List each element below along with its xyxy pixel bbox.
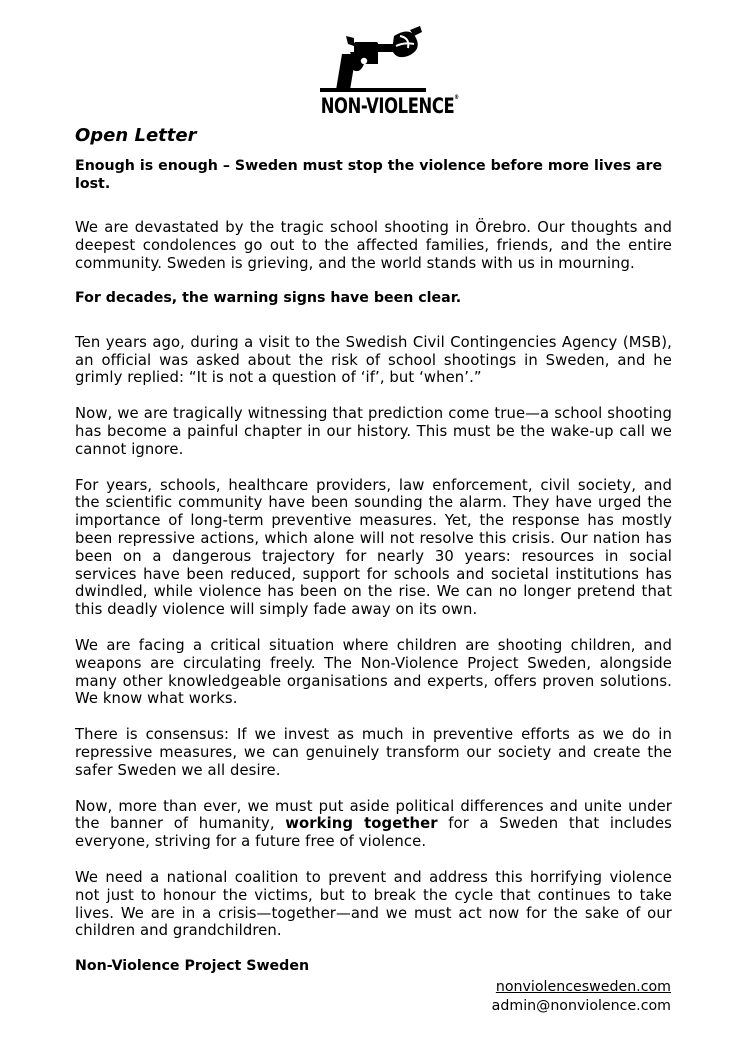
emphasis-working-together: working together	[285, 815, 438, 833]
logo-wordmark: NON-VIOLENCE®	[320, 94, 459, 118]
paragraph-7: Now, more than ever, we must put aside political differences and unite under the banner of humanity, working together for a Sweden that includes everyone, striving for a future free of violence.	[75, 797, 672, 851]
signature: Non-Violence Project Sweden	[75, 958, 310, 975]
paragraph-8: We need a national coalition to prevent and address this horrifying violence not just to honour the victims, but to break the cycle that continues to take lives. We are in a crisis—together—and we must act now for the sake of our children and grandchildren.	[75, 869, 672, 940]
logo	[306, 24, 459, 124]
contact-block	[492, 978, 671, 1016]
letter-title: Open Letter	[75, 125, 197, 146]
paragraph-5: We are facing a critical situation where children are shooting children, and weapons are circulating freely. The Non-Violence Project Sweden, alongside many other knowledgeable organisations and experts, offers proven solutions. We know what works.	[75, 637, 672, 708]
paragraph-4: For years, schools, healthcare providers, law enforcement, civil society, and the scientific community have been sounding the alarm. They have urged the importance of long-term preventive measures. Yet, the response has mostly been repressive actions, which alone will not resolve this crisis. Our nation has been on a dangerous trajectory for nearly 30 years: resources in social services have been reduced, support for schools and societal institutions has dwindled, while violence has been on the rise. We can no longer pretend that this deadly violence will simply fade away on its own.	[75, 476, 672, 619]
paragraph-1: We are devastated by the tragic school shooting in Örebro. Our thoughts and deepest condolences go out to the affected families, friends, and the entire community. Sweden is grieving, and the world stands with us in mourning.	[75, 219, 672, 272]
email-address: admin@nonviolence.com	[491, 998, 671, 1014]
paragraph-3: Now, we are tragically witnessing that prediction come true—a school shooting has become a painful chapter in our history. This must be the wake-up call we cannot ignore.	[75, 405, 672, 458]
letter-body	[75, 124, 672, 975]
letter-subheading-2: For decades, the warning signs have been clear.	[75, 290, 462, 307]
website-link[interactable]: nonviolencesweden.com	[495, 979, 671, 995]
letter-subheading: Enough is enough – Sweden must stop the violence before more lives are lost.	[75, 158, 663, 192]
paragraph-6: There is consensus: If we invest as much in preventive efforts as we do in repressive measures, we can genuinely transform our society and create the safer Sweden we all desire.	[75, 726, 672, 779]
paragraph-2: Ten years ago, during a visit to the Swedish Civil Contingencies Agency (MSB), an official was asked about the risk of school shootings in Sweden, and he grimly replied: “It is not a question of ‘if’, but ‘when’.”	[75, 333, 672, 387]
knotted-gun-icon	[320, 24, 426, 92]
